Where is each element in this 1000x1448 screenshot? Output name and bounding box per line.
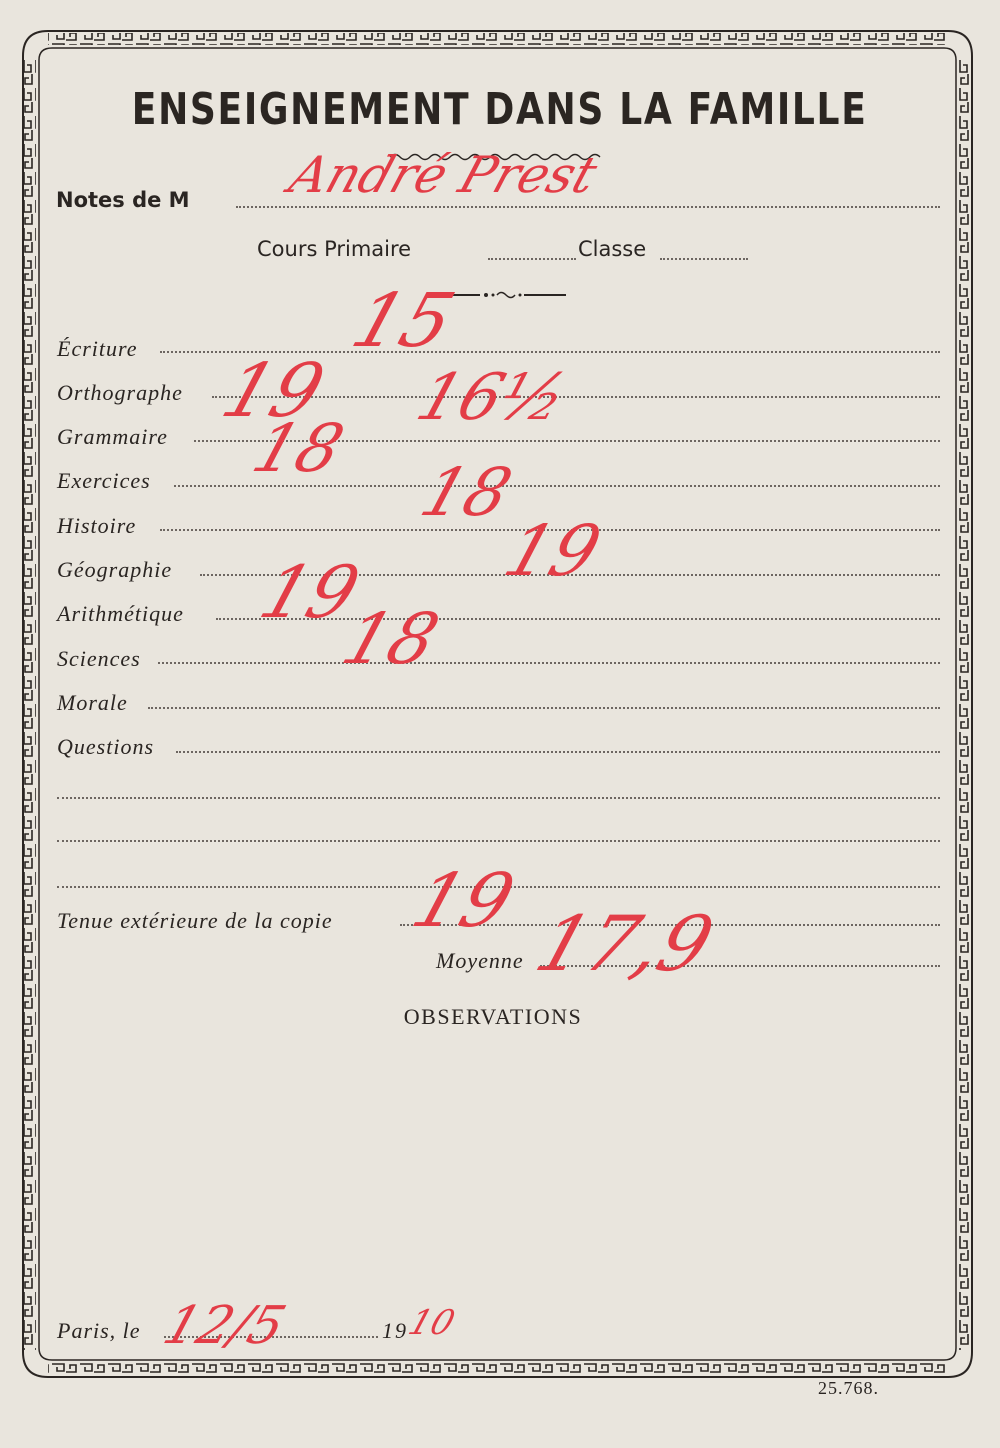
blank-dotted-line (57, 797, 940, 799)
cours-label: Cours Primaire (257, 237, 412, 261)
moyenne-label: Moyenne (436, 948, 524, 973)
subject-geographie: Géographie (57, 557, 173, 582)
greek-key-border (22, 30, 974, 1380)
observations-heading: OBSERVATIONS (403, 1004, 583, 1029)
classe-value-handwritten: 15 (342, 278, 465, 364)
page-title: ENSEIGNEMENT DANS LA FAMILLE (131, 84, 868, 135)
blank-dotted-line (57, 840, 940, 842)
grade-orthographe: 19 (212, 348, 335, 434)
subject-ecriture: Écriture (57, 336, 138, 361)
dotted-line (176, 751, 940, 753)
dotted-line (158, 662, 940, 664)
grade-histoire: 18 (411, 454, 521, 531)
subject-sciences: Sciences (57, 646, 141, 671)
year-printed-prefix: 19 (382, 1318, 408, 1343)
subject-exercices: Exercices (57, 468, 151, 493)
grade-grammaire: 16½ (407, 361, 576, 435)
grade-exercices: 18 (243, 410, 353, 487)
subject-morale: Morale (57, 690, 128, 715)
cours-dotted-line (488, 258, 576, 260)
moyenne-value: 17,9 (525, 899, 724, 988)
subject-arithmetique: Arithmétique (57, 601, 184, 626)
dotted-line (148, 707, 940, 709)
grade-geographie: 19 (494, 510, 611, 592)
year-handwritten-suffix: 10 (403, 1303, 460, 1343)
grade-arithmetique: 19 (250, 550, 370, 634)
name-dotted-line (236, 206, 940, 208)
form-code: 25.768. (818, 1378, 879, 1398)
date-handwritten: 12/5 (156, 1296, 293, 1356)
tenue-label: Tenue extérieure de la copie (57, 908, 333, 933)
notes-label: Notes de M (56, 188, 190, 212)
subject-orthographe: Orthographe (57, 380, 183, 405)
classe-label: Classe (578, 237, 647, 261)
student-name-handwritten: André Prest (282, 146, 605, 204)
grade-sciences: 18 (332, 598, 449, 680)
grade-tenue: 19 (402, 858, 525, 944)
dotted-line (212, 396, 940, 398)
classe-dotted-line (660, 258, 748, 260)
paris-label: Paris, le (57, 1318, 141, 1343)
subject-histoire: Histoire (57, 513, 137, 538)
subject-grammaire: Grammaire (57, 424, 168, 449)
subject-questions: Questions (57, 734, 154, 759)
